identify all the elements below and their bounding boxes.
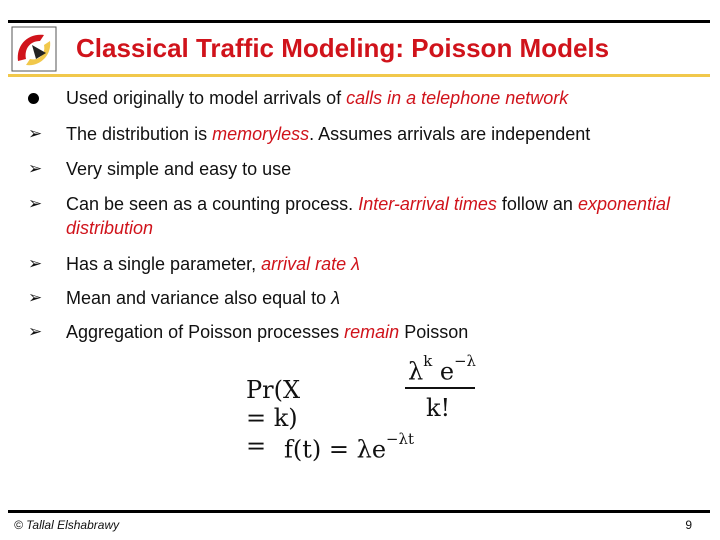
bullet-arrow-icon: ➢ xyxy=(28,322,43,341)
bullet-emphasis: remain xyxy=(344,322,400,342)
bullet-text-part: Very simple and easy to use xyxy=(66,159,292,179)
bullet-text-part: Has a single parameter, xyxy=(66,254,262,274)
pdf-lhs: f(t) = λe xyxy=(284,435,387,464)
footer-copyright: © Tallal Elshabrawy xyxy=(14,518,120,532)
bullet-emphasis: memoryless xyxy=(212,124,310,144)
bullet-arrow-icon: ➢ xyxy=(28,194,43,213)
bullet-text-part: Poisson xyxy=(399,322,469,342)
bullet-arrow-icon: ➢ xyxy=(28,288,43,307)
bullet-text-part: . Assumes arrivals are independent xyxy=(309,124,591,144)
bullet-text xyxy=(66,157,686,181)
bullet-text-part: λ xyxy=(331,288,341,308)
pmf-lambda: λ xyxy=(408,357,424,386)
bullet-text xyxy=(66,252,686,276)
pdf-exponent: −λt xyxy=(386,430,414,448)
footer-page-number: 9 xyxy=(685,518,692,532)
bullet-text xyxy=(66,192,686,240)
page-title: Classical Traffic Modeling: Poisson Models xyxy=(76,33,610,63)
bullet-text xyxy=(66,320,686,344)
bullet-emphasis: Inter-arrival times xyxy=(358,194,497,214)
bullet-emphasis: exponential distribution xyxy=(66,194,671,238)
bullet-text-part: follow an xyxy=(496,194,578,214)
pmf-fraction-bar xyxy=(405,387,475,389)
pmf-lhs: Pr(X = k) = xyxy=(246,376,301,460)
bullet-emphasis: arrival rate λ xyxy=(261,254,360,274)
exponential-pdf-formula xyxy=(284,430,414,463)
bottom-rule xyxy=(8,510,710,513)
bullet-text-part: Used originally to model arrivals of xyxy=(66,88,347,108)
bullet-text xyxy=(66,122,686,146)
bullet-text-part: The distribution is xyxy=(66,124,213,144)
pmf-k-exponent: k xyxy=(423,352,433,370)
top-rule xyxy=(8,20,710,23)
pmf-denominator: k! xyxy=(426,394,451,422)
bullet-text-part: Mean and variance also equal to xyxy=(66,288,332,308)
pmf-e: e xyxy=(439,357,455,386)
bullet-text xyxy=(66,86,686,110)
title-underline xyxy=(8,74,710,77)
bullet-arrow-icon: ➢ xyxy=(28,254,43,273)
bullet-dot-icon xyxy=(28,93,39,104)
bullet-arrow-icon: ➢ xyxy=(28,124,43,143)
pmf-numerator xyxy=(408,352,476,385)
university-logo-icon xyxy=(10,25,58,73)
bullet-emphasis: calls in a telephone network xyxy=(346,88,569,108)
bullet-arrow-icon: ➢ xyxy=(28,159,43,178)
bullet-text-part: Aggregation of Poisson processes xyxy=(66,322,345,342)
bullet-text-part: Can be seen as a counting process. xyxy=(66,194,359,214)
bullet-text xyxy=(66,286,686,310)
pmf-neg-lambda-exponent: −λ xyxy=(454,352,476,370)
